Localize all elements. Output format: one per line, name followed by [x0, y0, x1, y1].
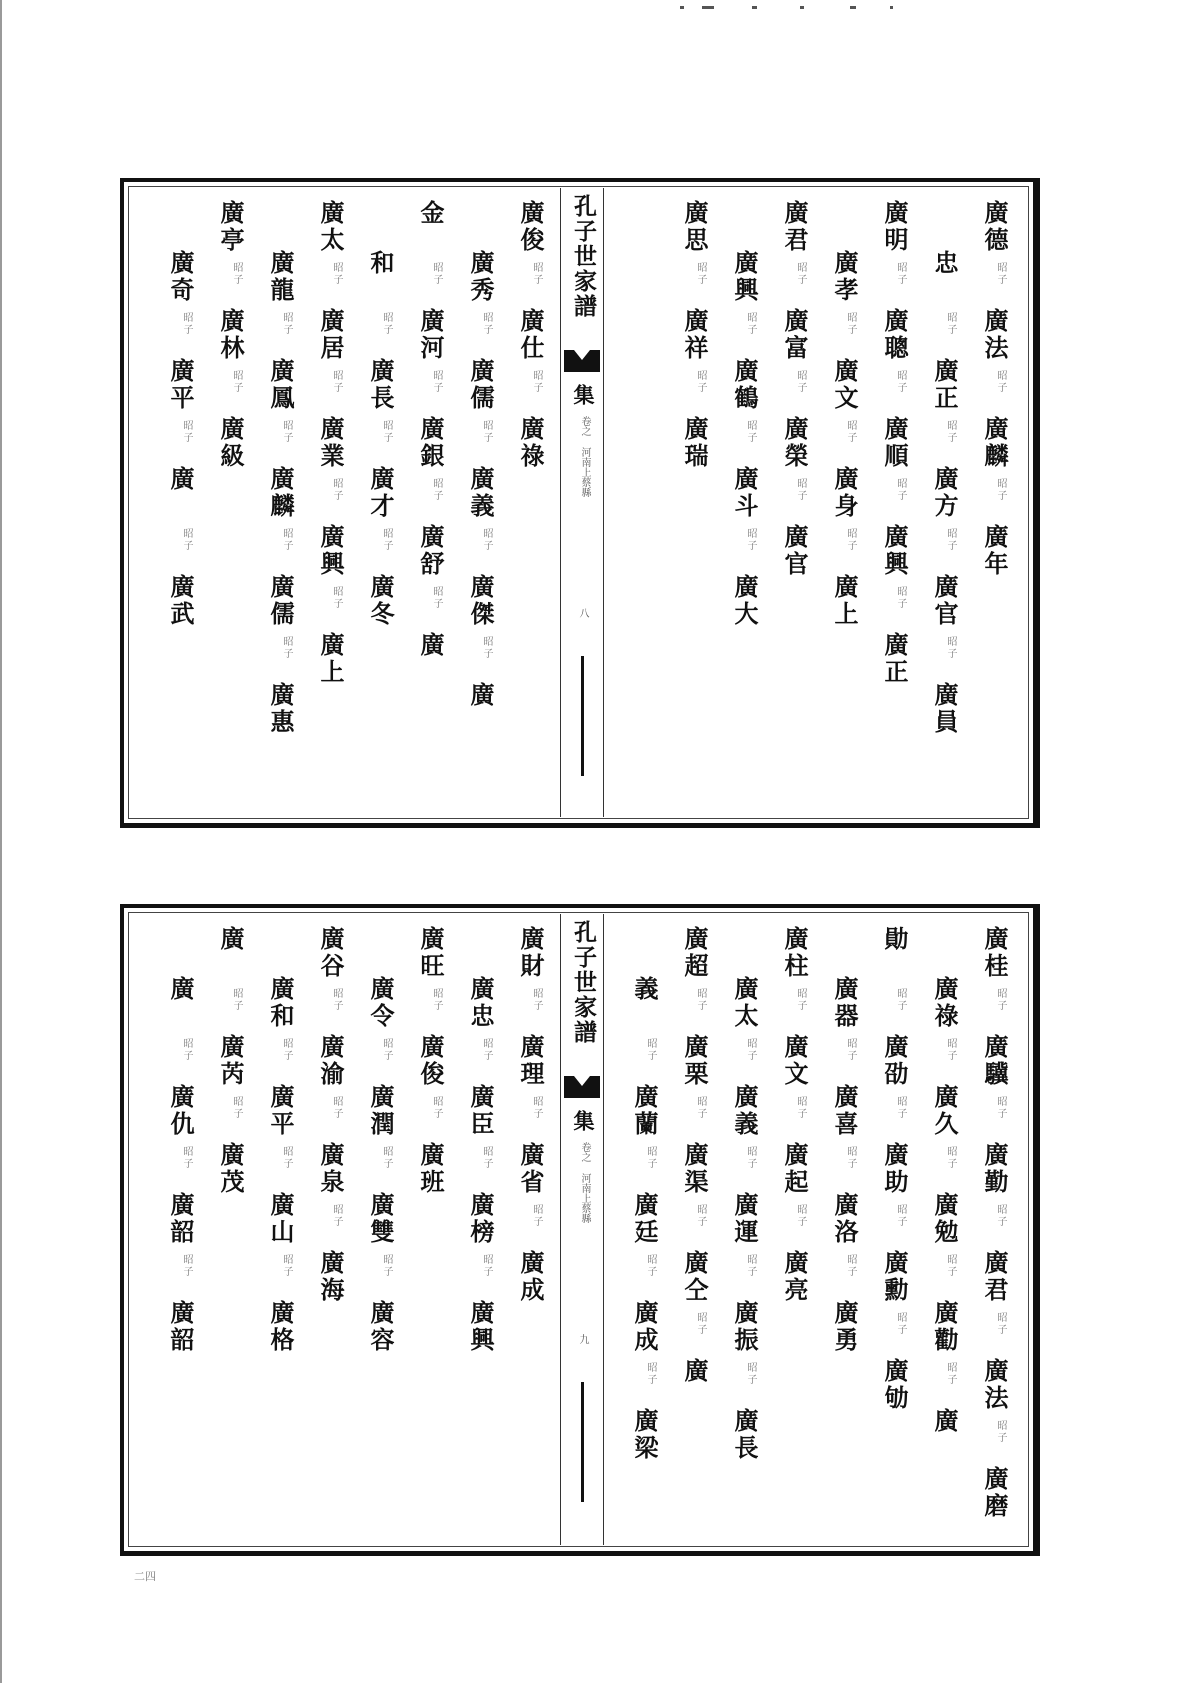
member-note: 昭子: [281, 1146, 292, 1170]
member-note: 昭子: [645, 1254, 656, 1278]
member-name: 廣劭: [880, 1034, 909, 1088]
name-column: [156, 192, 206, 813]
member-name: 廣器: [830, 976, 859, 1030]
member-note: 昭子: [381, 1038, 392, 1062]
member-name: 廣助: [880, 1142, 909, 1196]
member-note: 昭子: [181, 1254, 192, 1278]
member-note: 昭子: [695, 1204, 706, 1228]
member-name: 廣勤: [980, 1142, 1009, 1196]
member-note: 昭子: [231, 1096, 242, 1120]
member-note: 昭子: [845, 1038, 856, 1062]
member-name: 廣亭: [216, 200, 245, 254]
member-note: 昭子: [945, 420, 956, 444]
member-note: 昭子: [695, 1096, 706, 1120]
member-note: 昭子: [181, 1038, 192, 1062]
member-note: 昭子: [795, 1096, 806, 1120]
name-column: [670, 918, 720, 1541]
member-name: 廣起: [780, 1142, 809, 1196]
member-note: 昭子: [231, 262, 242, 286]
member-name: 廣令: [366, 976, 395, 1030]
member-name: 廣奇: [166, 250, 195, 304]
member-name: 廣谷: [316, 926, 345, 980]
member-name: 廣斗: [730, 466, 759, 520]
member-note: 昭子: [181, 528, 192, 552]
member-name: 廣儒: [266, 574, 295, 628]
member-name: 廣銀: [416, 416, 445, 470]
member-name: 廣磨: [980, 1466, 1009, 1520]
member-note: 昭子: [481, 528, 492, 552]
member-name: 廣傑: [466, 574, 495, 628]
member-name: 廣: [680, 1358, 709, 1385]
member-note: 昭子: [995, 262, 1006, 286]
member-name: 廣成: [630, 1300, 659, 1354]
name-column: [970, 918, 1020, 1541]
member-name: 廣俊: [416, 1034, 445, 1088]
member-name: 廣鶴: [730, 358, 759, 412]
member-note: 昭子: [331, 1096, 342, 1120]
left-half-page: [136, 192, 556, 813]
member-note: 昭子: [645, 1146, 656, 1170]
member-note: 昭子: [381, 1146, 392, 1170]
member-name: 廣河: [416, 308, 445, 362]
member-name: 廣正: [930, 358, 959, 412]
member-name: 廣雙: [366, 1192, 395, 1246]
member-note: 昭子: [231, 370, 242, 394]
spine-bar: [581, 1382, 584, 1502]
member-name: 廣長: [366, 358, 395, 412]
member-name: 廣太: [730, 976, 759, 1030]
member-note: 昭子: [431, 370, 442, 394]
member-note: 昭子: [795, 988, 806, 1012]
member-name: 和: [366, 250, 395, 277]
member-note: 昭子: [331, 988, 342, 1012]
member-note: 昭子: [481, 636, 492, 660]
member-name: 廣潤: [366, 1084, 395, 1138]
member-name: 廣: [416, 632, 445, 659]
member-name: 廣業: [316, 416, 345, 470]
member-note: 昭子: [331, 478, 342, 502]
member-name: 廣劬: [880, 1358, 909, 1412]
member-name: 廣德: [980, 200, 1009, 254]
member-note: 昭子: [995, 370, 1006, 394]
member-note: 昭子: [181, 1146, 192, 1170]
member-name: 廣君: [780, 200, 809, 254]
member-name: 廣祥: [680, 308, 709, 362]
member-name: 廣亮: [780, 1250, 809, 1304]
member-note: 昭子: [945, 312, 956, 336]
member-name: 廣思: [680, 200, 709, 254]
member-name: 廣明: [880, 200, 909, 254]
member-note: 昭子: [281, 312, 292, 336]
member-note: 昭子: [845, 312, 856, 336]
member-name: 廣法: [980, 308, 1009, 362]
member-name: 廣: [930, 1408, 959, 1435]
member-name: 廣勳: [880, 1250, 909, 1304]
member-note: 昭子: [531, 262, 542, 286]
member-name: 廣廷: [630, 1192, 659, 1246]
scan-left-edge: [0, 0, 2, 1683]
member-name: 廣勉: [930, 1192, 959, 1246]
name-column: [356, 918, 406, 1541]
member-name: 廣仇: [166, 1084, 195, 1138]
member-note: 昭子: [231, 988, 242, 1012]
member-note: 昭子: [645, 1362, 656, 1386]
member-name: 廣蘭: [630, 1084, 659, 1138]
member-note: 昭子: [945, 1254, 956, 1278]
member-name: 廣居: [316, 308, 345, 362]
member-name: 廣秀: [466, 250, 495, 304]
member-note: 昭子: [645, 1038, 656, 1062]
member-name: 廣林: [216, 308, 245, 362]
member-name: 廣文: [830, 358, 859, 412]
member-name: 廣: [166, 466, 195, 493]
member-name: 廣格: [266, 1300, 295, 1354]
member-note: 昭子: [845, 1254, 856, 1278]
member-note: 昭子: [895, 988, 906, 1012]
name-column: [406, 918, 456, 1541]
book-title: 孔子世家譜: [570, 194, 597, 319]
member-name: 廣平: [166, 358, 195, 412]
member-name: 廣上: [830, 574, 859, 628]
member-note: 昭子: [745, 1362, 756, 1386]
member-name: 廣理: [516, 1034, 545, 1088]
member-note: 昭子: [995, 988, 1006, 1012]
member-note: 昭子: [281, 528, 292, 552]
name-column: [720, 192, 770, 813]
member-note: 昭子: [945, 528, 956, 552]
member-name: 忠: [930, 250, 959, 277]
member-note: 昭子: [281, 1254, 292, 1278]
name-column: [720, 918, 770, 1541]
scan-top-specks: [680, 6, 940, 14]
member-note: 昭子: [331, 370, 342, 394]
name-column: [670, 192, 720, 813]
center-spine: [560, 188, 604, 817]
member-name: 廣長: [730, 1408, 759, 1462]
member-note: 昭子: [695, 988, 706, 1012]
member-note: 昭子: [331, 1204, 342, 1228]
member-name: 廣仝: [680, 1250, 709, 1304]
name-column: [870, 192, 920, 813]
member-name: 廣義: [730, 1084, 759, 1138]
member-name: 廣武: [166, 574, 195, 628]
name-column: [206, 918, 256, 1541]
member-note: 昭子: [745, 1038, 756, 1062]
member-note: 昭子: [895, 478, 906, 502]
member-name: 廣: [166, 976, 195, 1003]
member-note: 昭子: [431, 586, 442, 610]
member-name: 廣容: [366, 1300, 395, 1354]
member-note: 昭子: [381, 420, 392, 444]
member-name: 廣文: [780, 1034, 809, 1088]
member-name: 廣: [216, 926, 245, 953]
member-note: 昭子: [481, 312, 492, 336]
member-name: 廣茂: [216, 1142, 245, 1196]
name-column: [506, 192, 556, 813]
volume-note: 卷之 河南上蔡縣: [579, 1142, 590, 1223]
member-note: 昭子: [181, 420, 192, 444]
genealogy-page-lower: [120, 904, 1040, 1556]
left-half-page: [136, 918, 556, 1541]
member-name: 廣興: [880, 524, 909, 578]
folio-number: 八: [577, 608, 588, 618]
member-name: 廣成: [516, 1250, 545, 1304]
name-column: [256, 918, 306, 1541]
member-name: 廣省: [516, 1142, 545, 1196]
name-column: [356, 192, 406, 813]
member-note: 昭子: [695, 262, 706, 286]
member-note: 昭子: [481, 1146, 492, 1170]
member-name: 廣洛: [830, 1192, 859, 1246]
member-note: 昭子: [945, 1038, 956, 1062]
member-name: 廣麟: [980, 416, 1009, 470]
member-note: 昭子: [895, 262, 906, 286]
member-note: 昭子: [745, 420, 756, 444]
name-column: [156, 918, 206, 1541]
member-note: 昭子: [695, 1312, 706, 1336]
name-column: [920, 192, 970, 813]
name-column: [206, 192, 256, 813]
member-note: 昭子: [895, 370, 906, 394]
name-column: [770, 918, 820, 1541]
member-name: 廣芮: [216, 1034, 245, 1088]
member-name: 廣孝: [830, 250, 859, 304]
member-name: 廣員: [930, 682, 959, 736]
member-name: 廣法: [980, 1358, 1009, 1412]
member-note: 昭子: [745, 312, 756, 336]
member-note: 昭子: [531, 988, 542, 1012]
member-name: 廣超: [680, 926, 709, 980]
member-name: 廣官: [780, 524, 809, 578]
member-name: 廣海: [316, 1250, 345, 1304]
volume-label: 集: [571, 1110, 596, 1131]
member-note: 昭子: [431, 988, 442, 1012]
member-name: 廣富: [780, 308, 809, 362]
member-note: 昭子: [381, 1254, 392, 1278]
member-name: 金: [416, 200, 445, 227]
name-column: [870, 918, 920, 1541]
member-name: 廣興: [316, 524, 345, 578]
member-name: 廣鳳: [266, 358, 295, 412]
member-note: 昭子: [431, 262, 442, 286]
member-name: 廣栗: [680, 1034, 709, 1088]
bottom-folio: 二四: [134, 1570, 156, 1583]
member-note: 昭子: [331, 586, 342, 610]
member-note: 昭子: [381, 528, 392, 552]
member-name: 廣和: [266, 976, 295, 1030]
member-name: 廣平: [266, 1084, 295, 1138]
name-column: [506, 918, 556, 1541]
member-note: 昭子: [695, 370, 706, 394]
member-name: 廣財: [516, 926, 545, 980]
volume-label: 集: [571, 384, 596, 405]
member-name: 義: [630, 976, 659, 1003]
name-column: [306, 192, 356, 813]
member-name: 廣龍: [266, 250, 295, 304]
member-note: 昭子: [431, 478, 442, 502]
member-note: 昭子: [845, 420, 856, 444]
member-name: 廣正: [880, 632, 909, 686]
member-note: 昭子: [845, 1146, 856, 1170]
member-name: 廣方: [930, 466, 959, 520]
name-column: [770, 192, 820, 813]
member-note: 昭子: [745, 1146, 756, 1170]
member-name: 廣旺: [416, 926, 445, 980]
member-name: 廣柱: [780, 926, 809, 980]
member-name: 廣義: [466, 466, 495, 520]
member-name: 廣順: [880, 416, 909, 470]
member-name: 廣惠: [266, 682, 295, 736]
member-name: 廣年: [980, 524, 1009, 578]
member-name: 廣喜: [830, 1084, 859, 1138]
member-note: 昭子: [995, 1420, 1006, 1444]
spine-bar: [581, 656, 584, 776]
member-name: 廣臣: [466, 1084, 495, 1138]
genealogy-page-upper: [120, 178, 1040, 828]
name-column: [920, 918, 970, 1541]
member-note: 昭子: [481, 420, 492, 444]
member-note: 昭子: [481, 1038, 492, 1062]
member-note: 昭子: [845, 528, 856, 552]
name-column: [406, 192, 456, 813]
fishtail-mark: [564, 1076, 600, 1098]
member-name: 廣身: [830, 466, 859, 520]
member-note: 昭子: [895, 586, 906, 610]
member-name: 廣舒: [416, 524, 445, 578]
member-name: 廣渝: [316, 1034, 345, 1088]
name-column: [970, 192, 1020, 813]
member-note: 昭子: [995, 1204, 1006, 1228]
member-name: 廣班: [416, 1142, 445, 1196]
member-name: 廣級: [216, 416, 245, 470]
member-note: 昭子: [281, 420, 292, 444]
member-name: 廣振: [730, 1300, 759, 1354]
member-note: 昭子: [795, 262, 806, 286]
member-note: 昭子: [281, 636, 292, 660]
member-name: 廣山: [266, 1192, 295, 1246]
member-name: 廣驥: [980, 1034, 1009, 1088]
member-note: 昭子: [531, 1204, 542, 1228]
member-note: 昭子: [945, 1146, 956, 1170]
member-name: 廣榜: [466, 1192, 495, 1246]
member-note: 昭子: [331, 262, 342, 286]
member-name: 廣勸: [930, 1300, 959, 1354]
member-name: 廣冬: [366, 574, 395, 628]
member-name: 廣祿: [930, 976, 959, 1030]
volume-note: 卷之 河南上蔡縣: [579, 416, 590, 497]
member-note: 昭子: [895, 1312, 906, 1336]
member-note: 昭子: [895, 1096, 906, 1120]
member-note: 昭子: [531, 1096, 542, 1120]
name-column: [820, 192, 870, 813]
member-name: 廣君: [980, 1250, 1009, 1304]
member-name: 廣泉: [316, 1142, 345, 1196]
member-name: 廣官: [930, 574, 959, 628]
member-note: 昭子: [895, 1204, 906, 1228]
center-spine: [560, 914, 604, 1545]
member-name: 廣忠: [466, 976, 495, 1030]
member-name: 廣仕: [516, 308, 545, 362]
right-half-page: [606, 192, 1021, 813]
member-name: 廣渠: [680, 1142, 709, 1196]
member-name: 廣瑞: [680, 416, 709, 470]
member-note: 昭子: [381, 312, 392, 336]
name-column: [820, 918, 870, 1541]
member-name: 廣祿: [516, 416, 545, 470]
member-note: 昭子: [281, 1038, 292, 1062]
member-note: 昭子: [995, 478, 1006, 502]
member-name: 廣桂: [980, 926, 1009, 980]
member-note: 昭子: [481, 1254, 492, 1278]
member-name: 廣俊: [516, 200, 545, 254]
member-note: 昭子: [431, 1096, 442, 1120]
name-column: [620, 918, 670, 1541]
book-title: 孔子世家譜: [570, 920, 597, 1045]
member-note: 昭子: [531, 370, 542, 394]
member-name: 廣興: [730, 250, 759, 304]
member-note: 昭子: [181, 312, 192, 336]
member-name: 廣儒: [466, 358, 495, 412]
name-column: [456, 918, 506, 1541]
member-name: 勛: [880, 926, 909, 953]
member-name: 廣久: [930, 1084, 959, 1138]
name-column: [456, 192, 506, 813]
member-name: 廣興: [466, 1300, 495, 1354]
member-name: 廣梁: [630, 1408, 659, 1462]
member-name: 廣聰: [880, 308, 909, 362]
member-note: 昭子: [745, 528, 756, 552]
member-name: 廣: [466, 682, 495, 709]
member-note: 昭子: [945, 636, 956, 660]
member-note: 昭子: [745, 1254, 756, 1278]
member-name: 廣麟: [266, 466, 295, 520]
member-name: 廣運: [730, 1192, 759, 1246]
name-column: [306, 918, 356, 1541]
member-name: 廣韶: [166, 1300, 195, 1354]
member-note: 昭子: [995, 1312, 1006, 1336]
fishtail-mark: [564, 350, 600, 372]
member-name: 廣太: [316, 200, 345, 254]
folio-number: 九: [577, 1334, 588, 1344]
member-name: 廣韶: [166, 1192, 195, 1246]
member-note: 昭子: [795, 370, 806, 394]
member-name: 廣大: [730, 574, 759, 628]
member-note: 昭子: [945, 1362, 956, 1386]
member-note: 昭子: [795, 478, 806, 502]
name-column: [256, 192, 306, 813]
member-note: 昭子: [995, 1096, 1006, 1120]
right-half-page: [606, 918, 1021, 1541]
member-name: 廣上: [316, 632, 345, 686]
member-name: 廣勇: [830, 1300, 859, 1354]
member-note: 昭子: [795, 1204, 806, 1228]
member-name: 廣才: [366, 466, 395, 520]
member-name: 廣榮: [780, 416, 809, 470]
